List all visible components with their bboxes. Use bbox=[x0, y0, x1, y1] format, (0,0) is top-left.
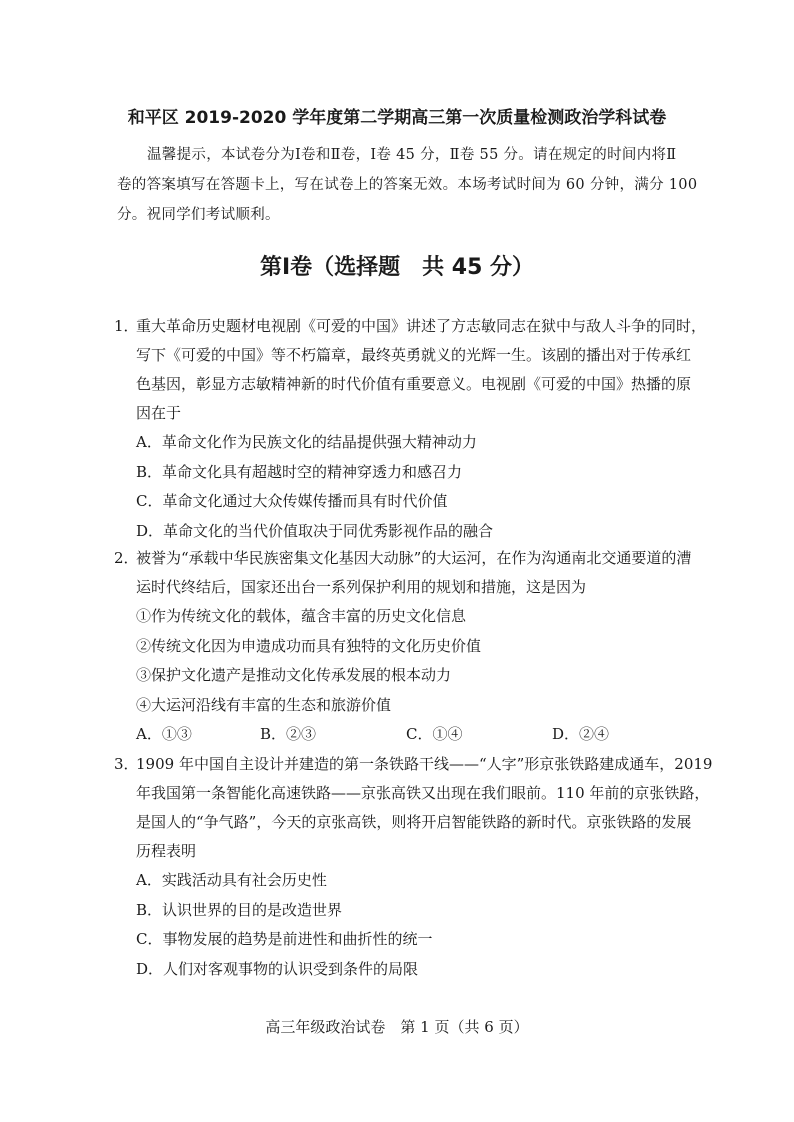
question-stem-line: 色基因，彰显方志敏精神新的时代价值有重要意义。电视剧《可爱的中国》热播的原 bbox=[136, 375, 692, 393]
answer-choices bbox=[114, 720, 704, 750]
question-stem-line: 运时代终结后，国家还出台一系列保护利用的规划和措施，这是因为 bbox=[136, 578, 587, 596]
question-number: 1． bbox=[114, 317, 139, 335]
question-stem-line: 历程表明 bbox=[136, 842, 197, 860]
choice-b: B．②③ bbox=[260, 725, 317, 743]
option-d: D．人们对客观事物的认识受到条件的局限 bbox=[136, 959, 419, 978]
option-c: C．事物发展的趋势是前进性和曲折性的统一 bbox=[136, 930, 433, 948]
statement-3: ③保护文化遗产是推动文化传承发展的根本动力 bbox=[136, 666, 452, 684]
exam-title: 和平区 2019-2020 学年度第二学期高三第一次质量检测政治学科试卷 bbox=[127, 108, 667, 128]
choice-d: D．②④ bbox=[552, 725, 610, 743]
statement-4: ④大运河沿线有丰富的生态和旅游价值 bbox=[136, 695, 392, 714]
statement-2: ②传统文化因为申遗成功而具有独特的文化历史价值 bbox=[136, 636, 482, 655]
statement-1: ①作为传统文化的载体，蕴含丰富的历史文化信息 bbox=[136, 607, 467, 625]
page-footer: 高三年级政治试卷 第 1 页（共 6 页） bbox=[265, 1018, 529, 1036]
question-stem-line: 因在于 bbox=[136, 404, 182, 422]
question-2 bbox=[114, 544, 704, 750]
question-stem-line: 年我国第一条智能化高速铁路——京张高铁又出现在我们眼前。110 年前的京张铁路， bbox=[136, 784, 710, 802]
option-b: B．革命文化具有超越时空的精神穿透力和感召力 bbox=[136, 462, 463, 481]
option-a: A．革命文化作为民族文化的结晶提供强大精神动力 bbox=[136, 433, 477, 451]
notice-line: 分。祝同学们考试顺利。 bbox=[117, 207, 280, 223]
question-stem-line: 是国人的“争气路”，今天的京张高铁，则将开启智能铁路的新时代。京张铁路的发展 bbox=[136, 813, 692, 831]
question-stem-line: 1909 年中国自主设计并建造的第一条铁路干线——“人字”形京张铁路建成通车，2019 bbox=[136, 755, 713, 773]
question-stem-line: 重大革命历史题材电视剧《可爱的中国》讲述了方志敏同志在狱中与敌人斗争的同时， bbox=[136, 317, 707, 335]
question-stem-line: 写下《可爱的中国》等不朽篇章，最终英勇就义的光辉一生。该剧的播出对于传承红 bbox=[136, 346, 692, 364]
option-b: B．认识世界的目的是改造世界 bbox=[136, 900, 343, 919]
option-c: C．革命文化通过大众传媒传播而具有时代价值 bbox=[136, 492, 448, 510]
section-title: 第Ⅰ卷（选择题 共 45 分） bbox=[259, 255, 535, 280]
question-3 bbox=[114, 750, 713, 984]
notice-line: 温馨提示，本试卷分为Ⅰ卷和Ⅱ卷，Ⅰ卷 45 分，Ⅱ卷 55 分。请在规定的时间内将Ⅱ bbox=[147, 147, 677, 163]
question-1 bbox=[114, 312, 707, 546]
exam-notice bbox=[117, 140, 698, 230]
question-stem-line: 被誉为“承载中华民族密集文化基因大动脉”的大运河，在作为沟通南北交通要道的漕 bbox=[136, 549, 692, 567]
option-d: D．革命文化的当代价值取决于同优秀影视作品的融合 bbox=[136, 521, 494, 540]
question-number: 3． bbox=[114, 755, 139, 773]
choice-c: C．①④ bbox=[406, 725, 463, 743]
notice-line: 卷的答案填写在答题卡上，写在试卷上的答案无效。本场考试时间为 60 分钟，满分 100 bbox=[117, 177, 698, 193]
choice-a: A．①③ bbox=[136, 725, 192, 743]
question-number: 2． bbox=[114, 549, 139, 567]
option-a: A．实践活动具有社会历史性 bbox=[136, 871, 327, 889]
